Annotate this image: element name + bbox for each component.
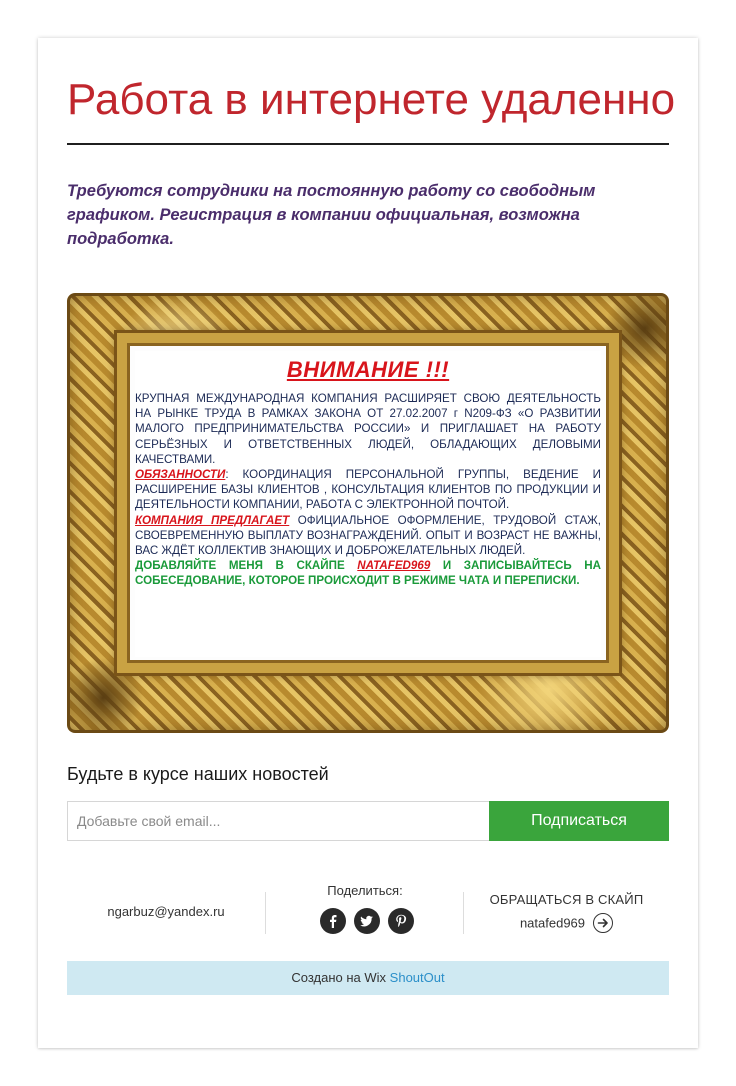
contact-title: ОБРАЩАТЬСЯ В СКАЙП: [489, 892, 644, 907]
page-title: Работа в интернете удаленно: [67, 75, 676, 124]
notice-skype: [135, 558, 601, 588]
gold-frame: [117, 333, 619, 673]
newsletter-card: [38, 38, 698, 1048]
created-prefix: Создано на Wix: [291, 970, 390, 985]
email-input[interactable]: [67, 801, 489, 841]
notice-heading: ВНИМАНИЕ !!!: [286, 357, 450, 382]
contact-email-link[interactable]: ngarbuz@yandex.ru: [107, 904, 225, 919]
title-divider: [67, 143, 669, 145]
arrow-right-icon[interactable]: [593, 913, 613, 933]
duties-label: ОБЯЗАННОСТИ: [135, 468, 226, 482]
pinterest-icon[interactable]: [388, 908, 414, 934]
footer-columns: [67, 876, 669, 944]
footer-email-column: [67, 876, 265, 944]
skype-after: И ЗАПИСЫВАЙТЕСЬ НА СОБЕСЕДОВАНИЕ, КОТОРОЕ ПРОИСХОДИТ В РЕЖИМЕ ЧАТА И ПЕРЕПИСКИ.: [135, 559, 601, 588]
created-with-wix-bar: [67, 961, 669, 995]
offer-text: ОФИЦИАЛЬНОЕ ОФОРМЛЕНИЕ, ТРУДОВОЙ СТАЖ, СВОЕВРЕМЕННУЮ ВЫПЛАТУ ВОЗНАГРАЖДЕНИЙ. ОПЫТ И ВОЗРАСТ НЕ ВАЖНЫ, ВАС ЖДЁТ КОЛЛЕКТИВ ЗНАЮЩИХ И ДОБРОЖЕЛАТЕЛЬНЫХ ЛЮДЕЙ.: [135, 513, 601, 558]
share-icons: [320, 908, 420, 936]
notice-offer: [135, 513, 601, 559]
subscribe-form: [67, 801, 669, 841]
newsletter-title: Будьте в курсе наших новостей: [67, 764, 329, 784]
subscribe-button[interactable]: Подписаться: [489, 801, 669, 841]
footer-share-column: [266, 876, 464, 944]
share-label: Поделиться:: [327, 883, 403, 898]
duties-text: : КООРДИНАЦИЯ ПЕРСОНАЛЬНОЙ ГРУППЫ, ВЕДЕНИЕ И РАСШИРЕНИЕ БАЗЫ КЛИЕНТОВ , КОНСУЛЬТАЦИЯ КЛИЕНТОВ ПО ПРОДУКЦИИ И ДЕЯТЕЛЬНОСТИ КОМПАНИИ, РАБОТА С ЭЛЕКТРОННОЙ ПОЧТОЙ.: [135, 468, 601, 512]
contact-line: [464, 914, 669, 936]
footer-contact-column: [464, 876, 669, 944]
facebook-icon[interactable]: [320, 908, 346, 934]
shoutout-link[interactable]: ShoutOut: [389, 970, 445, 985]
offer-label: КОМПАНИЯ ПРЕДЛАГАЕТ: [135, 513, 290, 527]
notice-duties: [135, 467, 601, 513]
intro-text: Требуются сотрудники на постоянную работу со свободным графиком. Регистрация в компании официальная, возможна подработка.: [67, 182, 596, 248]
skype-name: NATAFED969: [357, 559, 431, 573]
skype-before: ДОБАВЛЯЙТЕ МЕНЯ В СКАЙПЕ: [135, 559, 358, 573]
twitter-icon[interactable]: [354, 908, 380, 934]
announcement-notice: [135, 351, 601, 657]
notice-paragraph: КРУПНАЯ МЕЖДУНАРОДНАЯ КОМПАНИЯ РАСШИРЯЕТ СВОЮ ДЕЯТЕЛЬНОСТЬ НА РЫНКЕ ТРУДА В РАМКАХ ЗАКОНА ОТ 27.02.2007 г N209-ФЗ «О РАЗВИТИИ МАЛОГО ПРЕДПРИНИМАТЕЛЬСТВА РОССИИ» И ПРИГЛАШАЕТ НА РАБОТУ СЕРЬЁЗНЫХ И ОТВЕТСТВЕННЫХ ЛЮДЕЙ, ОБЛАДАЮЩИХ ДЕЛОВЫМИ КАЧЕСТВАМИ.: [135, 392, 601, 466]
skype-handle: natafed969: [519, 915, 586, 931]
announcement-image: [67, 293, 669, 733]
